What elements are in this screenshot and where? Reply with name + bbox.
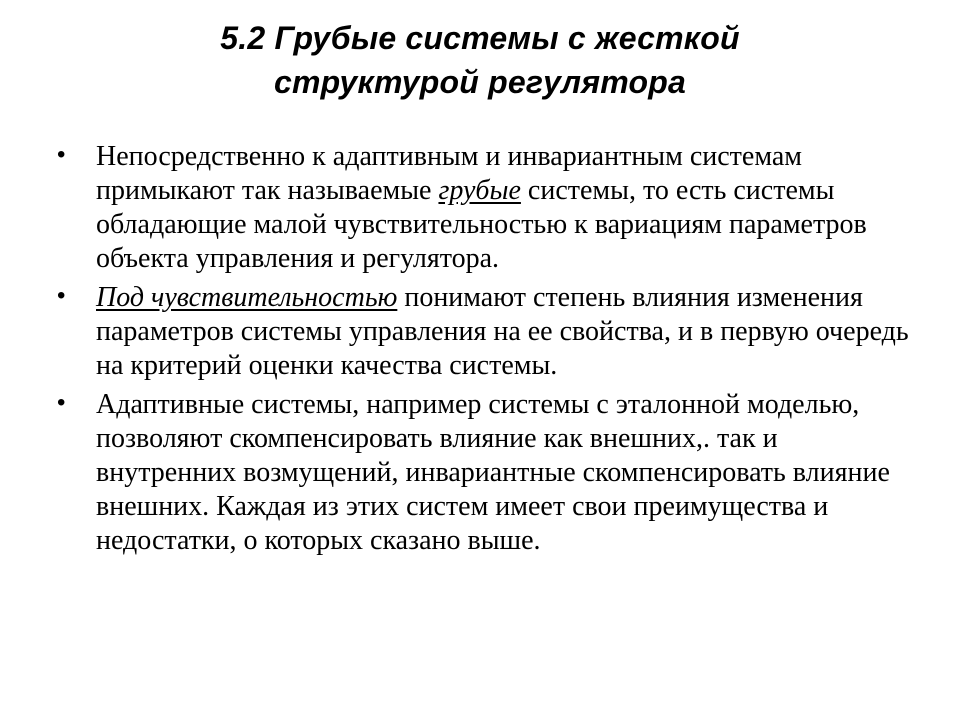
bullet-item-1 bbox=[57, 140, 917, 276]
slide-title-line-2: структурой регулятора bbox=[273, 64, 687, 100]
bullet-2-text-end: понимают степень влияния изменения параметров системы управления на ее свойства, и в первую очередь на критерий оценки качества системы. bbox=[96, 282, 909, 381]
bullet-list bbox=[57, 140, 917, 563]
bullet-1-text-start: Непосредственно к адаптивным и инвариантным системам примыкают так называемые bbox=[96, 141, 803, 206]
bullet-2-emphasis: Под чувствительностью bbox=[96, 282, 398, 313]
bullet-item-3 bbox=[57, 388, 917, 558]
bullet-icon: • bbox=[57, 389, 66, 416]
bullet-3-text: Адаптивные системы, например системы с эталонной моделью, позволяют скомпенсировать влияние как внешних,. так и внутренних возмущений, инвариантные скомпенсировать влияние внешних. Каждая из этих систем имеет свои преимущества и недостатки, о которых сказано выше. bbox=[96, 389, 890, 556]
bullet-icon: • bbox=[57, 282, 66, 309]
bullet-1-text-end: системы, то есть системы обладающие малой чувствительностью к вариациям параметров объекта управления и регулятора. bbox=[96, 175, 867, 274]
slide-title-line-1: 5.2 Грубые системы с жесткой bbox=[220, 20, 740, 56]
bullet-1-emphasis: грубые bbox=[438, 175, 521, 206]
bullet-icon: • bbox=[57, 141, 66, 168]
bullet-item-2 bbox=[57, 281, 917, 383]
slide-title bbox=[0, 16, 960, 104]
